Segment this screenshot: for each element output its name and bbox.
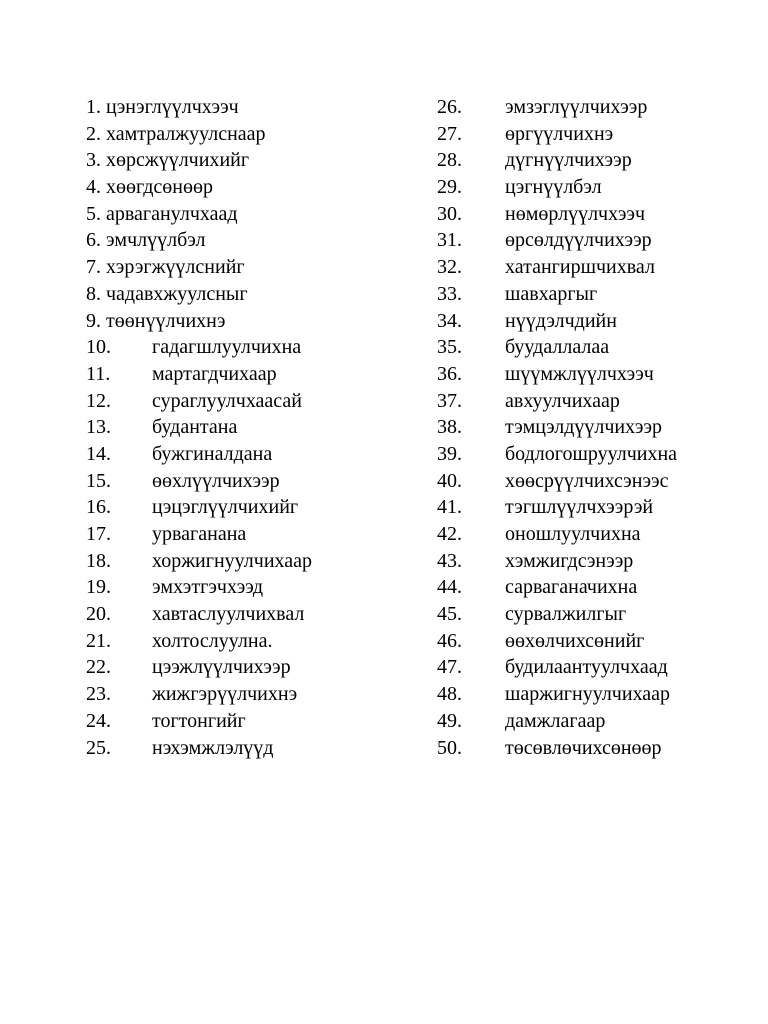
item-word: авхуулчихаар <box>505 389 620 412</box>
list-item <box>437 521 757 548</box>
list-item <box>437 735 757 762</box>
item-number: 49. <box>437 709 462 732</box>
item-number: 39. <box>437 442 462 465</box>
list-item <box>437 414 757 441</box>
item-word: хөрсжүүлчихийг <box>106 149 250 172</box>
list-item <box>437 654 757 681</box>
item-word: хэрэгжүүлснийг <box>106 256 245 279</box>
list-item <box>437 388 757 415</box>
item-word: сарваганачихна <box>505 576 638 599</box>
item-number: 18. <box>86 549 111 572</box>
list-item <box>437 227 757 254</box>
item-word: төөнүүлчихнэ <box>106 309 226 332</box>
item-number: 29. <box>437 176 462 199</box>
list-item <box>437 121 757 148</box>
item-word: урваганана <box>152 523 247 545</box>
list-item <box>437 147 757 174</box>
item-number: 27. <box>437 122 462 145</box>
item-number: 17. <box>86 523 111 545</box>
list-item <box>86 94 416 121</box>
item-word: хэмжигдсэнээр <box>505 549 634 572</box>
item-word: өөхлүүлчихээр <box>152 469 280 492</box>
list-item <box>437 468 757 495</box>
item-number: 30. <box>437 202 462 225</box>
list-item <box>86 308 416 335</box>
item-number: 26. <box>437 96 462 118</box>
list-item <box>437 494 757 521</box>
item-word: сурвалжилгыг <box>505 603 627 626</box>
item-number: 1. <box>86 96 101 118</box>
list-item <box>86 708 416 735</box>
item-word: бодлогошруулчихна <box>505 442 678 465</box>
item-word: тэгшлүүлчхээрэй <box>505 496 654 519</box>
item-number: 6. <box>86 229 101 252</box>
list-item <box>86 227 416 254</box>
item-number: 31. <box>437 229 462 252</box>
item-number: 47. <box>437 656 462 679</box>
list-item <box>86 174 416 201</box>
word-list-right-column <box>437 94 757 761</box>
list-item <box>86 388 416 415</box>
word-list-left-column <box>86 94 416 761</box>
item-word: төсөвлөчихсөнөөр <box>505 736 662 759</box>
list-item <box>437 361 757 388</box>
list-item <box>437 708 757 735</box>
item-word: хоржигнуулчихаар <box>152 549 313 572</box>
item-word: гадагшлуулчихна <box>152 336 302 359</box>
item-word: нэхэмжлэлүүд <box>152 736 274 759</box>
item-number: 45. <box>437 603 462 626</box>
item-word: цээжлүүлчихээр <box>152 656 291 679</box>
item-word: өрсөлдүүлчихээр <box>505 229 652 252</box>
item-word: хөөгдсөнөөр <box>106 176 213 199</box>
list-item <box>86 574 416 601</box>
item-word: цэгнүүлбэл <box>505 176 602 199</box>
item-number: 4. <box>86 176 101 199</box>
item-number: 42. <box>437 523 462 545</box>
item-word: шавхаргыг <box>505 282 598 305</box>
list-item <box>86 601 416 628</box>
item-number: 44. <box>437 576 462 599</box>
item-word: нөмөрлүүлчхээч <box>505 202 646 225</box>
list-item <box>86 654 416 681</box>
item-word: будилаантуулчхаад <box>505 656 668 679</box>
list-item <box>437 574 757 601</box>
item-number: 16. <box>86 496 111 519</box>
item-number: 22. <box>86 656 111 679</box>
item-number: 36. <box>437 362 462 385</box>
list-item <box>437 308 757 335</box>
item-word: дүгнүүлчихээр <box>505 149 632 172</box>
list-item <box>437 681 757 708</box>
item-word: будантана <box>152 416 238 439</box>
item-number: 38. <box>437 416 462 439</box>
item-number: 14. <box>86 442 111 465</box>
item-number: 25. <box>86 736 111 759</box>
list-item <box>86 281 416 308</box>
item-number: 10. <box>86 336 111 359</box>
item-number: 9. <box>86 309 101 332</box>
list-item <box>437 441 757 468</box>
list-item <box>86 147 416 174</box>
list-item <box>437 201 757 228</box>
item-word: хавтаслуулчихвал <box>152 603 305 626</box>
item-word: хөөсрүүлчихсэнээс <box>505 469 669 492</box>
item-number: 37. <box>437 389 462 412</box>
list-item <box>437 548 757 575</box>
item-number: 5. <box>86 202 101 225</box>
item-number: 23. <box>86 683 111 706</box>
list-item <box>86 254 416 281</box>
list-item <box>437 334 757 361</box>
item-word: өөхөлчихсөнийг <box>505 629 645 652</box>
item-word: хамтралжуулснаар <box>106 122 266 145</box>
item-number: 7. <box>86 256 101 279</box>
item-number: 46. <box>437 629 462 652</box>
item-number: 12. <box>86 389 111 412</box>
list-item <box>86 201 416 228</box>
item-number: 34. <box>437 309 462 332</box>
item-word: мартагдчихаар <box>152 362 277 385</box>
item-word: өргүүлчихнэ <box>505 122 614 145</box>
item-number: 3. <box>86 149 101 172</box>
item-word: шүүмжлүүлчхээч <box>505 362 654 385</box>
item-word: дамжлагаар <box>505 709 606 732</box>
item-word: чадавхжуулсныг <box>106 282 248 305</box>
item-number: 28. <box>437 149 462 172</box>
item-word: нүүдэлчдийн <box>505 309 617 332</box>
list-item <box>86 441 416 468</box>
item-word: эмхэтгэчхээд <box>152 576 264 599</box>
item-word: цэнэглүүлчхээч <box>106 96 239 118</box>
item-word: жижгэрүүлчихнэ <box>152 683 298 706</box>
item-number: 40. <box>437 469 462 492</box>
list-item <box>86 548 416 575</box>
item-number: 48. <box>437 683 462 706</box>
list-item <box>86 334 416 361</box>
list-item <box>86 681 416 708</box>
list-item <box>437 174 757 201</box>
item-number: 35. <box>437 336 462 359</box>
item-number: 11. <box>86 362 111 385</box>
item-word: цэцэглүүлчихийг <box>152 496 299 519</box>
item-number: 41. <box>437 496 462 519</box>
list-item <box>86 121 416 148</box>
item-number: 2. <box>86 122 101 145</box>
item-word: бужгиналдана <box>152 442 273 465</box>
list-item <box>86 494 416 521</box>
item-word: эмчлүүлбэл <box>106 229 206 252</box>
item-number: 13. <box>86 416 111 439</box>
list-item <box>86 628 416 655</box>
item-number: 43. <box>437 549 462 572</box>
item-word: оношлуулчихна <box>505 523 641 545</box>
item-word: тогтонгийг <box>152 709 246 732</box>
item-word: буудаллалаа <box>505 336 610 359</box>
item-word: хатангиршчихвал <box>505 256 655 279</box>
list-item <box>86 361 416 388</box>
list-item <box>86 468 416 495</box>
item-number: 50. <box>437 736 462 759</box>
item-number: 19. <box>86 576 111 599</box>
list-item <box>437 601 757 628</box>
list-item <box>86 735 416 762</box>
item-word: арваганулчхаад <box>106 202 238 225</box>
item-number: 33. <box>437 282 462 305</box>
item-number: 24. <box>86 709 111 732</box>
list-item <box>437 281 757 308</box>
item-number: 20. <box>86 603 111 626</box>
item-number: 32. <box>437 256 462 279</box>
item-word: тэмцэлдүүлчихээр <box>505 416 663 439</box>
list-item <box>437 94 757 121</box>
list-item <box>86 521 416 548</box>
item-number: 21. <box>86 629 111 652</box>
list-item <box>437 254 757 281</box>
item-number: 15. <box>86 469 111 492</box>
item-word: сураглуулчхаасай <box>152 389 303 412</box>
item-word: эмзэглүүлчихээр <box>505 96 648 118</box>
list-item <box>437 628 757 655</box>
item-number: 8. <box>86 282 101 305</box>
list-item <box>86 414 416 441</box>
item-word: шаржигнуулчихаар <box>505 683 671 706</box>
item-word: холтослуулна. <box>152 629 273 652</box>
